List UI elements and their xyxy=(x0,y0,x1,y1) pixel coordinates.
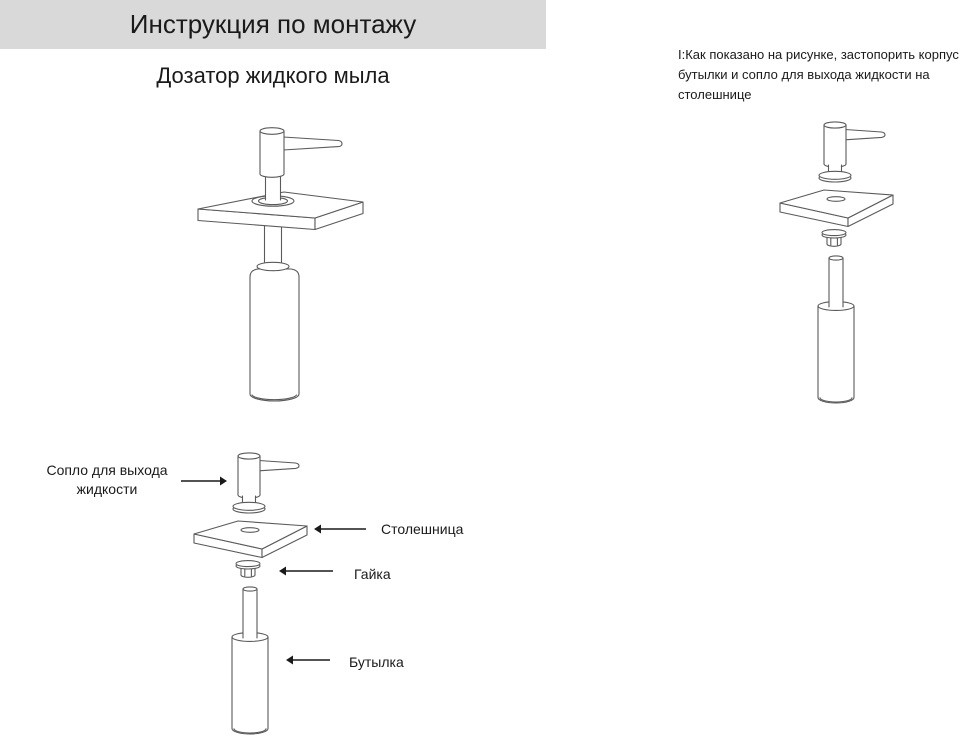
exploded-dispenser-drawing xyxy=(185,445,325,741)
callout-countertop-label: Столешница xyxy=(381,521,464,537)
step-note-line: столешнице xyxy=(678,87,752,102)
assembled-dispenser-drawing xyxy=(170,110,390,420)
step-note xyxy=(678,45,970,105)
step-note-line: бутылки и сопло для выхода жидкости на xyxy=(678,67,930,82)
page-title: Инструкция по монтажу xyxy=(129,9,417,39)
nozzle-callout-arrow-icon xyxy=(179,474,229,488)
product-title: Дозатор жидкого мыла xyxy=(156,63,390,88)
step-note-line: I:Как показано на рисунке, застопорить корпус xyxy=(678,47,959,62)
bottle-callout-arrow-icon xyxy=(284,653,332,667)
bottle xyxy=(250,262,299,401)
callout-bottle-label: Бутылка xyxy=(349,654,404,670)
callout-nozzle-label: Сопло для выхода жидкости xyxy=(46,462,168,497)
pump-head xyxy=(260,128,342,200)
exploded-dispenser-drawing-step1 xyxy=(771,114,911,410)
nut-callout-arrow-icon xyxy=(277,564,335,578)
callout-nut-label: Гайка xyxy=(354,566,391,582)
countertop-callout-arrow-icon xyxy=(312,522,368,536)
header-bar xyxy=(0,0,546,49)
